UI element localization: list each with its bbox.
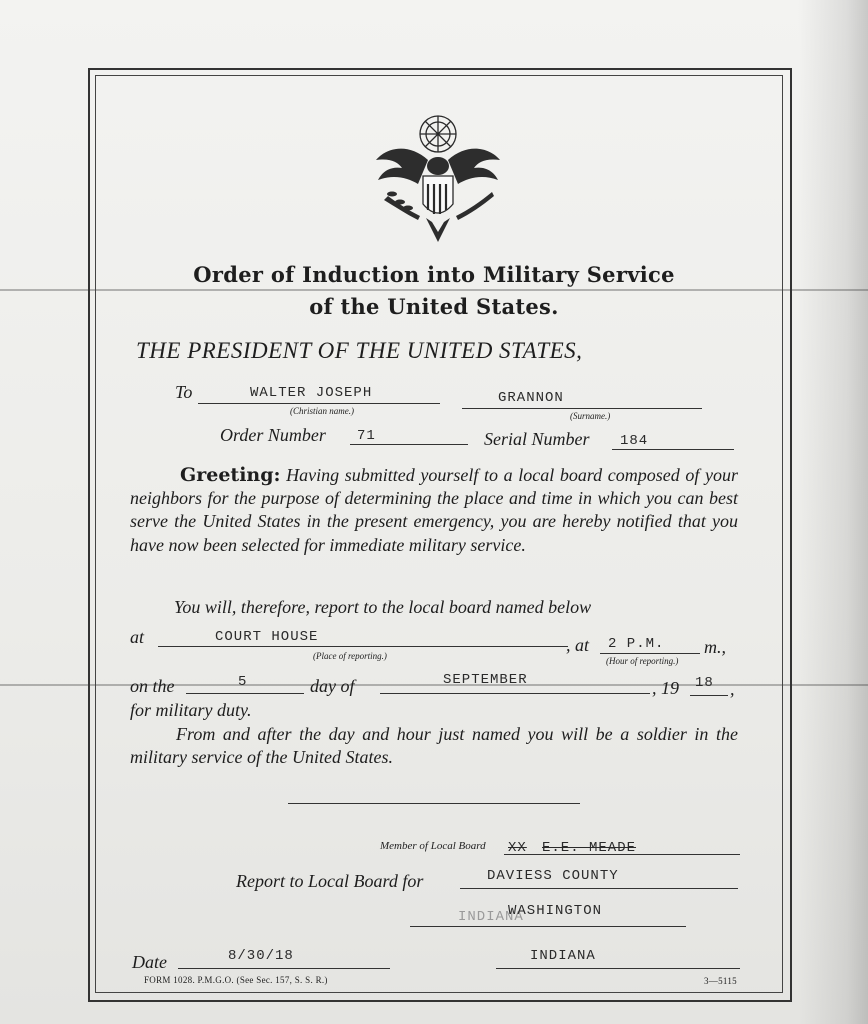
member-name-value: E.E. MEADE bbox=[542, 840, 637, 856]
order-number-value: 71 bbox=[357, 428, 376, 444]
place-line bbox=[158, 646, 568, 647]
on-the-label: on the bbox=[130, 676, 175, 696]
year-trailing-comma: , bbox=[730, 679, 735, 699]
board-state-value: INDIANA bbox=[530, 948, 596, 964]
day-of-label: day of bbox=[310, 676, 355, 696]
hour-at-label: , at bbox=[566, 635, 590, 655]
year-suffix-value: 18 bbox=[695, 675, 714, 691]
serial-number-label: Serial Number bbox=[484, 429, 590, 449]
year-prefix: , 19 bbox=[652, 678, 679, 698]
member-struck-mark: XX bbox=[508, 840, 527, 856]
date-label: Date bbox=[132, 952, 167, 972]
print-code: 3—5115 bbox=[704, 976, 737, 986]
report-instruction: You will, therefore, report to the local board named below bbox=[174, 597, 592, 617]
place-caption: (Place of reporting.) bbox=[313, 651, 387, 661]
day-value: 5 bbox=[238, 674, 248, 690]
board-state-line bbox=[496, 968, 740, 969]
place-of-reporting-value: COURT HOUSE bbox=[215, 629, 319, 645]
greeting-text: Having submitted yourself to a local board composed of your neighbors for the purpose of determining the place and time in which you can best serve the United States in the present emergency, you are hereby notified that you have now been selected for immediate military service. bbox=[130, 465, 738, 555]
month-line bbox=[380, 693, 650, 694]
serial-number-value: 184 bbox=[620, 433, 649, 449]
soldier-paragraph: From and after the day and hour just named you will be a soldier in the military service of the United States. bbox=[130, 724, 738, 768]
surname-line bbox=[462, 408, 702, 409]
greeting-paragraph bbox=[130, 464, 738, 557]
date-line bbox=[178, 968, 390, 969]
addressor-heading: THE PRESIDENT OF THE UNITED STATES, bbox=[136, 338, 583, 363]
christian-name-value: WALTER JOSEPH bbox=[250, 385, 373, 401]
date-value: 8/30/18 bbox=[228, 948, 294, 964]
eagle-seal-icon bbox=[368, 112, 508, 248]
serial-number-line bbox=[612, 449, 734, 450]
hour-suffix: m., bbox=[704, 637, 726, 657]
document-title-line2: of the United States. bbox=[309, 294, 559, 319]
signature-line bbox=[288, 803, 580, 804]
order-number-label: Order Number bbox=[220, 425, 326, 445]
form-number: FORM 1028. P.M.G.O. (See Sec. 157, S. S. R.) bbox=[144, 975, 328, 985]
christian-name-line bbox=[198, 403, 440, 404]
month-value: SEPTEMBER bbox=[443, 672, 528, 688]
surname-value: GRANNON bbox=[498, 390, 564, 406]
order-number-line bbox=[350, 444, 468, 445]
christian-name-caption: (Christian name.) bbox=[290, 406, 354, 416]
hour-line bbox=[600, 653, 700, 654]
day-line bbox=[186, 693, 304, 694]
board-city-line bbox=[410, 926, 686, 927]
greeting-word: Greeting: bbox=[180, 464, 281, 486]
at-label: at bbox=[130, 627, 145, 647]
military-duty-text: for military duty. bbox=[130, 700, 252, 720]
report-to-label: Report to Local Board for bbox=[236, 871, 424, 891]
hour-value: 2 P.M. bbox=[608, 636, 665, 652]
to-label: To bbox=[175, 382, 193, 402]
surname-caption: (Surname.) bbox=[570, 411, 611, 421]
paper-edge-stain bbox=[798, 0, 868, 1024]
hour-caption: (Hour of reporting.) bbox=[606, 656, 679, 666]
board-county-value: DAVIESS COUNTY bbox=[487, 868, 619, 884]
year-line bbox=[690, 695, 728, 696]
board-city-value: WASHINGTON bbox=[508, 903, 603, 919]
board-county-line bbox=[460, 888, 738, 889]
board-city-underprint: INDIANA bbox=[458, 909, 524, 925]
member-label: Member of Local Board bbox=[380, 840, 486, 852]
document-title-line1: Order of Induction into Military Service bbox=[193, 262, 675, 287]
